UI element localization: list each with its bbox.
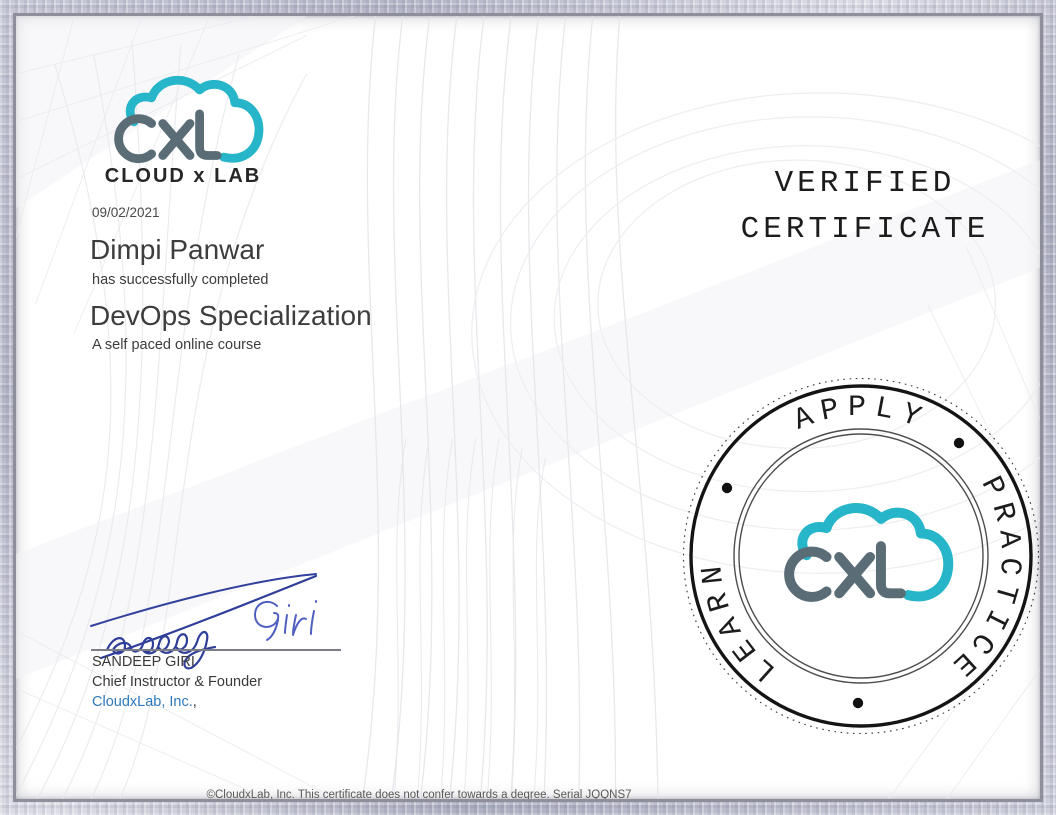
cloudxlab-logo (102, 72, 262, 167)
verified-heading-line1: VERIFIED (774, 166, 956, 201)
organization-suffix: , (192, 694, 197, 710)
verified-heading (676, 161, 1043, 253)
footer-disclaimer: ©CloudxLab, Inc. This certificate does not confer towards a degree. Serial JQQNS7 (206, 789, 632, 801)
issue-date: 09/02/2021 (92, 205, 160, 220)
course-subtitle: A self paced online course (92, 337, 262, 353)
seal-word-practice: PRACTICE (939, 471, 1027, 688)
course-title: DevOps Specialization (90, 300, 372, 331)
seal-word-learn: LEARN (695, 556, 784, 688)
signature-divider (91, 649, 341, 651)
signature-handwriting (81, 558, 341, 658)
signatory-name: SANDEEP GIRI (92, 654, 195, 670)
recipient-name: Dimpi Panwar (90, 234, 265, 265)
seal-dot-bottom (853, 698, 863, 708)
seal-dot-upper-right (954, 438, 964, 448)
seal-dot-upper-left (722, 483, 732, 493)
learn-apply-practice-seal (671, 366, 1043, 746)
seal-center-logo (789, 508, 948, 597)
organization-link[interactable]: CloudxLab, Inc. (92, 694, 193, 710)
signatory-title: Chief Instructor & Founder (92, 674, 263, 690)
seal-dotted-ring (684, 379, 1039, 734)
verified-heading-line2: CERTIFICATE (740, 212, 990, 247)
certificate-sheet (13, 13, 1043, 802)
signatory-organization (92, 694, 197, 710)
brand-wordmark: CLOUD x LAB (104, 165, 262, 187)
seal-word-apply: APPLY (789, 391, 933, 439)
seal-outer-ring (691, 386, 1031, 726)
completion-text: has successfully completed (92, 272, 269, 288)
